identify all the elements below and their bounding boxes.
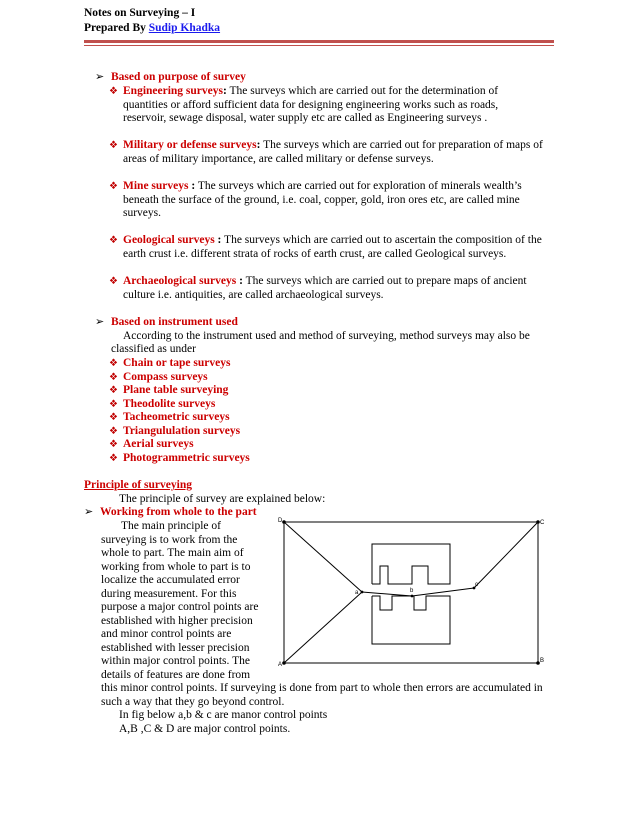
list-item: ❖ Plane table surveying — [109, 384, 229, 396]
purpose-item-geological: ❖ Geological surveys : The surveys which are carried out to ascertain the composition of the earth crust i.e. different strata of rocks of earth crust, are called Geological surveys. — [109, 234, 542, 260]
diamond-bullet-icon: ❖ — [109, 412, 118, 423]
line-d-to-a — [284, 522, 362, 592]
purpose-item-engineering: ❖ Engineering surveys: The surveys which are carried out for the determination of quantities or afford sufficient data for designing engineering works such as roads, reservoir, sewage disposal, water supply etc are called as Engineering surveys . — [109, 85, 499, 124]
list-item: ❖ Triangululation surveys — [109, 424, 241, 437]
diamond-bullet-icon: ❖ — [109, 181, 118, 192]
diamond-bullet-icon: ❖ — [109, 425, 118, 437]
list-item: ❖ Compass surveys — [109, 370, 208, 383]
point-minor-b-marker — [411, 595, 414, 598]
point-minor-a-marker — [361, 591, 364, 594]
line-b-to-a — [362, 592, 412, 596]
line-c-to-c — [474, 522, 538, 588]
diamond-bullet-icon: ❖ — [109, 452, 118, 464]
list-item: ❖ Tacheometric surveys — [109, 411, 230, 423]
purpose-item-mine: ❖ Mine surveys : The surveys which are carried out for exploration of minerals wealth’s beneath the surface of the ground, i.e. coal, copper, gold, iron ores etc, are called mine surveys. — [109, 180, 522, 219]
diamond-bullet-icon: ❖ — [109, 398, 118, 410]
principle-intro: The principle of survey are explained below: — [119, 493, 326, 505]
diamond-bullet-icon: ❖ — [109, 235, 118, 246]
diamond-bullet-icon: ❖ — [109, 385, 118, 396]
list-item: ❖ Aerial surveys — [109, 438, 194, 450]
instrument-list — [109, 357, 250, 465]
header-rule-thick — [84, 40, 554, 43]
header-author-line — [84, 21, 554, 36]
lower-building-outline — [372, 596, 450, 644]
label-b-major: B — [540, 658, 545, 664]
principle-narrow-text: The main principle of surveying is to work from the whole to part. The main aim of working from whole to part is to localize the accumulated error during measurement. For this purpose a major control points are established with higher precision and minor control points are established with lesser precision within major control points. The details of features are done from — [101, 520, 259, 681]
point-d-marker — [282, 520, 286, 524]
label-d: D — [278, 518, 283, 524]
header-title: Notes on Surveying – I — [84, 7, 196, 19]
list-item: ❖ Theodolite surveys — [109, 397, 216, 410]
diamond-bullet-icon: ❖ — [109, 358, 118, 369]
diamond-bullet-icon: ❖ — [109, 140, 118, 151]
author-link[interactable]: Sudip Khadka — [148, 22, 221, 34]
point-a-marker — [282, 661, 286, 665]
label-b-minor: b — [410, 588, 414, 594]
purpose-item-military: ❖ Military or defense surveys: The surveys which are carried out for preparation of maps of areas of military importance, are called military or defense surveys. — [109, 139, 543, 165]
diamond-bullet-icon: ❖ — [109, 439, 118, 450]
diamond-bullet-icon: ❖ — [109, 86, 118, 97]
upper-building-outline — [372, 544, 450, 584]
page-header — [84, 6, 554, 36]
list-item: ❖ Chain or tape surveys — [109, 357, 231, 369]
diamond-bullet-icon: ❖ — [109, 371, 118, 383]
header-rule-thin — [84, 45, 554, 46]
principle-heading: Principle of surveying — [84, 479, 192, 491]
label-c-minor: c — [475, 582, 478, 588]
label-c-major: C — [540, 520, 545, 526]
arrow-bullet-icon: ➢ — [95, 316, 105, 328]
line-a-to-corner-a — [284, 592, 362, 663]
principle-wide-text: this minor control points. If surveying is done from part to whole then errors are accumulated in such a way that they go beyond control. In fig below a,b & c are manor control points A,B ,C & D are major control points. — [101, 682, 543, 735]
arrow-bullet-icon: ➢ — [95, 71, 105, 83]
instrument-intro: According to the instrument used and method of surveying, method surveys may also be — [123, 329, 530, 342]
list-item: ❖ Photogrammetric surveys — [109, 451, 250, 464]
principle-subheading: ➢ Working from whole to the part — [84, 506, 257, 518]
label-a-minor: a — [355, 590, 359, 596]
control-points-figure — [276, 516, 548, 672]
arrow-bullet-icon: ➢ — [84, 506, 94, 518]
label-a-major: A — [278, 662, 283, 668]
diamond-bullet-icon: ❖ — [109, 276, 118, 287]
purpose-item-archaeological: ❖ Archaeological surveys : The surveys which are carried out to prepare maps of ancient culture i.e. antiquities, are called archaeological surveys. — [109, 275, 527, 301]
prepared-by-label: Prepared By — [84, 22, 149, 34]
purpose-heading: ➢ Based on purpose of survey — [95, 71, 246, 83]
instrument-section: ➢ Based on instrument used According to the instrument used and method of surveying, method surveys may also be classified as under — [95, 316, 555, 357]
line-c-to-b — [412, 588, 474, 596]
